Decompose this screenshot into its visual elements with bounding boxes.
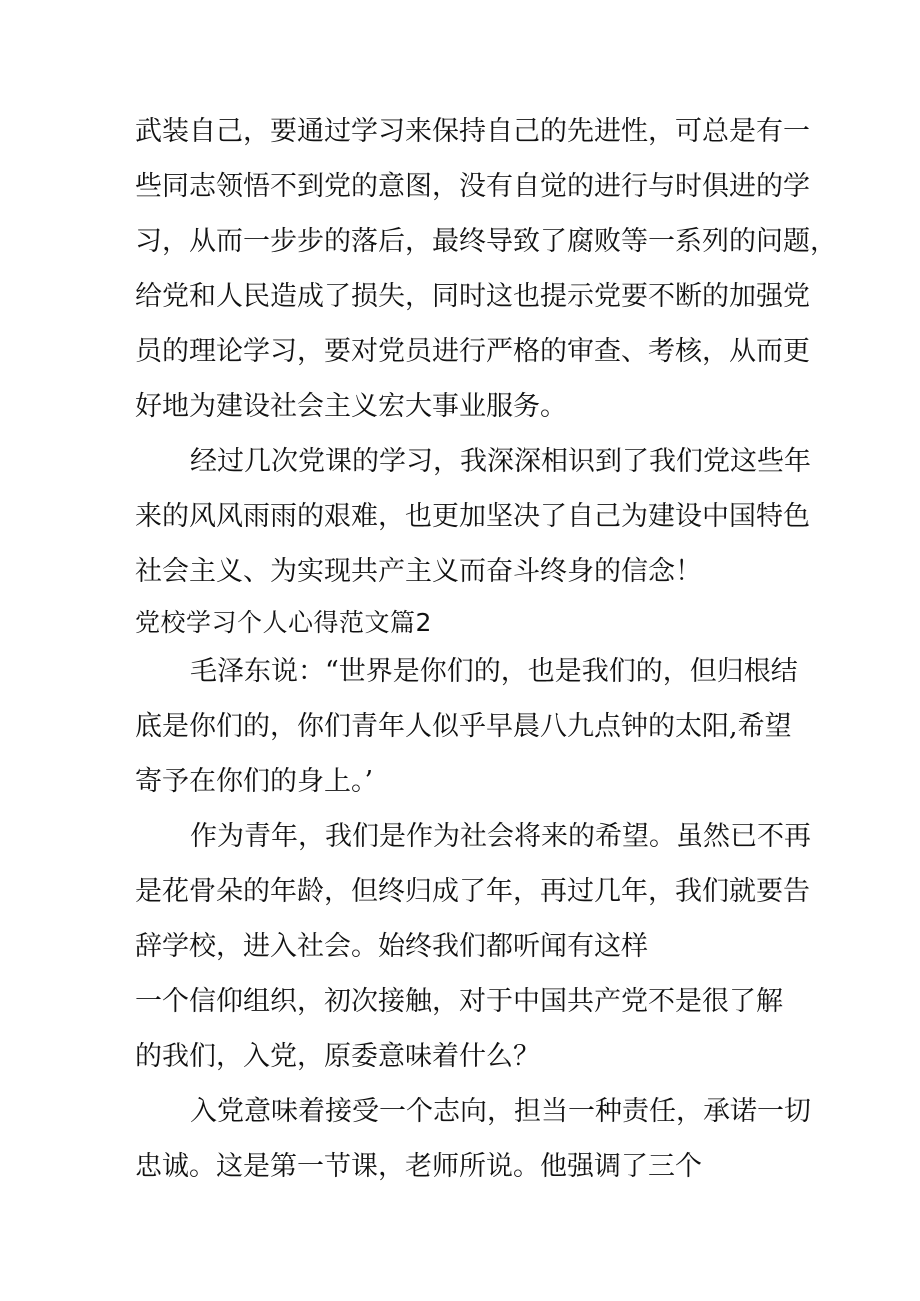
text-line: 是花骨朵的年龄，但终归成了年，再过几年，我们就要告 <box>135 876 810 907</box>
text-line: 社会主义、为实现共产主义而奋斗终身的信念！ <box>135 556 702 587</box>
text-line: 给党和人民造成了损失，同时这也提示党要不断的加强党 <box>135 281 810 312</box>
text-line: 些同志领悟不到党的意图，没有自觉的进行与时俱进的学 <box>135 171 810 202</box>
paragraph-start-line: 经过几次党课的学习，我深深相识到了我们党这些年 <box>190 446 811 477</box>
paragraph-start-line: 毛泽东说：“世界是你们的，也是我们的，但归根结 <box>190 656 798 687</box>
text-line: 员的理论学习，要对党员进行严格的审查、考核，从而更 <box>135 336 810 367</box>
text-line: 寄予在你们的身上。’ <box>135 766 374 797</box>
text-line: 好地为建设社会主义宏大事业服务。 <box>135 391 567 422</box>
text-line: 忠诚。这是第一节课，老师所说。他强调了三个 <box>135 1151 702 1182</box>
text-line: 习，从而一步步的落后，最终导致了腐败等一系列的问题， <box>135 226 837 257</box>
text-line: 底是你们的，你们青年人似乎早晨八九点钟的太阳,希望 <box>135 711 792 742</box>
text-line: 的我们，入党，原委意味着什么？ <box>135 1041 540 1072</box>
text-line: 一个信仰组织，初次接触，对于中国共产党不是很了解 <box>135 986 783 1017</box>
text-line: 辞学校，进入社会。始终我们都听闻有这样 <box>135 931 648 962</box>
paragraph-start-line: 作为青年，我们是作为社会将来的希望。虽然已不再 <box>190 821 811 852</box>
text-line: 来的风风雨雨的艰难，也更加坚决了自己为建设中国特色 <box>135 501 810 532</box>
section-heading: 党校学习个人心得范文篇2 <box>135 608 432 637</box>
text-line: 武装自己，要通过学习来保持自己的先进性，可总是有一 <box>135 116 810 147</box>
paragraph-start-line: 入党意味着接受一个志向，担当一种责任，承诺一切 <box>190 1096 811 1127</box>
